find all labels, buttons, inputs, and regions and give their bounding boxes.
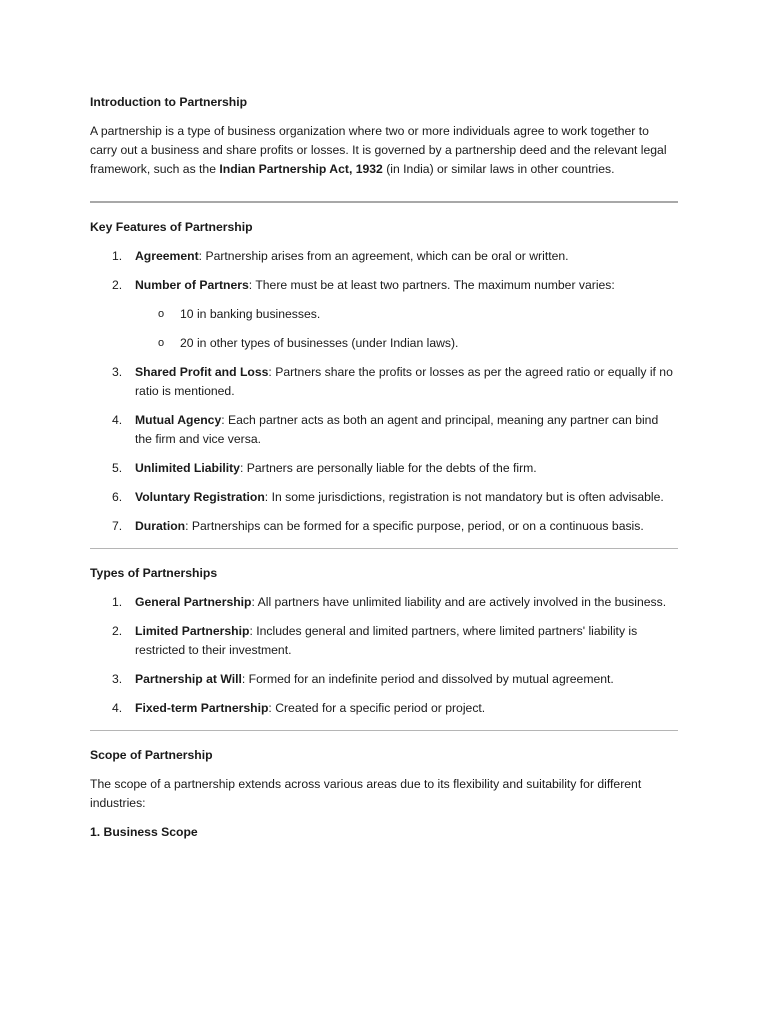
list-term: Duration	[135, 519, 186, 533]
list-text: : Partners are personally liable for the debts of the firm.	[239, 461, 537, 475]
list-number: 1.	[112, 595, 123, 609]
list-number: 2.	[112, 624, 123, 638]
sub-list-item	[135, 305, 678, 324]
list-item	[90, 699, 678, 718]
types-list	[90, 593, 678, 718]
features-list	[90, 247, 678, 536]
list-text: : Partnerships can be formed for a specific purpose, period, or on a continuous basis.	[185, 519, 644, 533]
list-number: 7.	[112, 519, 123, 533]
list-number: 4.	[112, 701, 123, 715]
section-divider	[90, 201, 678, 203]
list-term: General Partnership	[135, 595, 252, 609]
list-text: : Includes general and limited partners, where limited partners' liability is restricted to their investment.	[135, 624, 638, 657]
list-term: Fixed-term Partnership	[135, 701, 269, 715]
features-heading: Key Features of Partnership	[90, 220, 253, 234]
list-item	[90, 411, 678, 449]
list-number: 3.	[112, 365, 123, 379]
intro-text-bold: Indian Partnership Act, 1932	[219, 162, 383, 176]
list-item	[90, 276, 678, 353]
list-text: : Partnership arises from an agreement, which can be oral or written.	[198, 249, 569, 263]
sub-list-text: 20 in other types of businesses (under Indian laws).	[180, 336, 459, 350]
list-number: 3.	[112, 672, 123, 686]
list-text: : Partners share the profits or losses as per the agreed ratio or equally if no ratio is mentioned.	[135, 365, 673, 398]
list-number: 4.	[112, 413, 123, 427]
list-term: Number of Partners	[135, 278, 249, 292]
list-term: Mutual Agency	[135, 413, 222, 427]
sub-list	[135, 305, 678, 353]
circle-bullet-icon: o	[158, 337, 165, 349]
circle-bullet-icon: o	[158, 308, 165, 320]
list-term: Partnership at Will	[135, 672, 242, 686]
scope-heading: Scope of Partnership	[90, 748, 213, 762]
intro-text-end: (in India) or similar laws in other countries.	[382, 162, 615, 176]
list-number: 2.	[112, 278, 123, 292]
sub-list-text: 10 in banking businesses.	[180, 307, 321, 321]
scope-paragraph: The scope of a partnership extends across various areas due to its flexibility and suitability for different industries:	[90, 777, 642, 810]
list-item	[90, 363, 678, 401]
intro-text-start: A partnership is a type of business organization where two or more individuals agree to work together to carry out a business and share profits or losses. It is governed by a partnership deed and the relevant legal framework, such as the	[90, 124, 667, 176]
list-number: 1.	[112, 249, 123, 263]
list-term: Unlimited Liability	[135, 461, 240, 475]
list-text: : Created for a specific period or project.	[268, 701, 486, 715]
list-text: : All partners have unlimited liability and are actively involved in the business.	[251, 595, 667, 609]
list-text: : Each partner acts as both an agent and principal, meaning any partner can bind the firm and vice versa.	[135, 413, 659, 446]
list-item	[90, 459, 678, 478]
scope-subheading: 1. Business Scope	[90, 825, 198, 839]
list-number: 5.	[112, 461, 123, 475]
section-divider	[90, 548, 678, 549]
intro-paragraph	[90, 122, 678, 179]
section-divider	[90, 730, 678, 731]
list-text: : Formed for an indefinite period and dissolved by mutual agreement.	[241, 672, 614, 686]
list-term: Voluntary Registration	[135, 490, 265, 504]
list-term: Shared Profit and Loss	[135, 365, 269, 379]
list-item	[90, 488, 678, 507]
list-item	[90, 670, 678, 689]
list-number: 6.	[112, 490, 123, 504]
types-heading: Types of Partnerships	[90, 566, 218, 580]
list-term: Agreement	[135, 249, 199, 263]
list-text: : There must be at least two partners. The maximum number varies:	[248, 278, 615, 292]
list-term: Limited Partnership	[135, 624, 250, 638]
list-item	[90, 622, 678, 660]
list-item	[90, 247, 678, 266]
list-item	[90, 593, 678, 612]
sub-list-item	[135, 334, 678, 353]
intro-heading: Introduction to Partnership	[90, 95, 248, 109]
list-item	[90, 517, 678, 536]
list-text: : In some jurisdictions, registration is not mandatory but is often advisable.	[264, 490, 664, 504]
